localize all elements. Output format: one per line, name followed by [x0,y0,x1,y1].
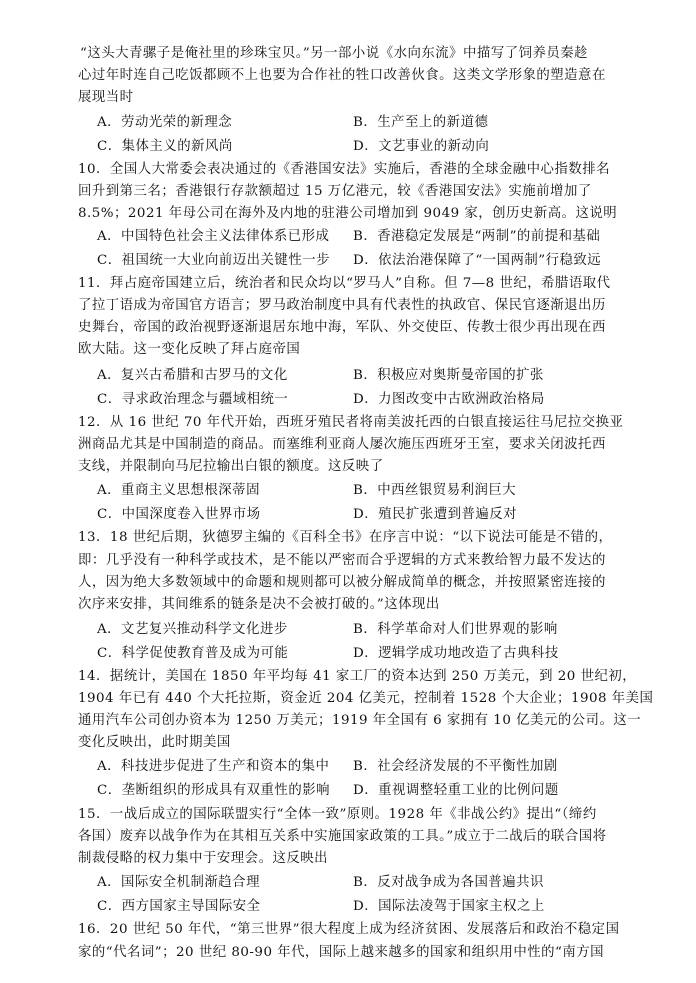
q9-option-d: D．文艺事业的新动向 [353,139,490,154]
q9-option-a: A．劳动光荣的新理念 [97,115,233,130]
q9-stem-line-2: 心过年时连自己吃饭都顾不上也要为合作社的牲口改善伙食。这类文学形象的塑造意在 [78,68,606,83]
q14-stem-line-2: 1904 年已有 440 个大托拉斯，资金近 204 亿美元，控制着 1528 个大企业；1908 年美国 [78,691,654,706]
q15-stem-line-2: 各国）废弃以战争作为在其相互关系中实施国家政策的工具。”成立于二战后的联合国将 [78,829,607,844]
q13-option-d: D．逻辑学成功地改造了古典科技 [353,646,559,661]
q12-stem-line-2: 洲商品尤其是中国制造的商品。而塞维利亚商人屡次施压西班牙王室，要求关闭波托西 [78,437,606,452]
q10-option-d: D．依法治港保障了“一国两制”行稳致远 [353,253,602,268]
q10-stem-line-3: 8.5%；2021 年母公司在海外及内地的驻港公司增加到 9049 家，创历史新高。这说明 [78,206,618,221]
q13-stem-line-3: 人，因为绝大多数领域中的命题和规则都可以被分解成简单的概念，并按照紧密连接的 [78,575,606,590]
q11-stem-line-3: 史舞台，帝国的政治视野逐渐退居东地中海，军队、外交使臣、传教士很少再出现在西 [78,320,606,335]
q15-stem-line-3: 制裁侵略的权力集中于安理会。这反映出 [78,851,329,866]
q13-stem-line-4: 次序来安排，其间维系的链条是决不会被打破的。”这体现出 [78,597,440,612]
q14-option-a: A．科技进步促进了生产和资本的集中 [97,759,330,774]
q13-option-c: C．科学促使教育普及成为可能 [97,646,289,661]
q10-stem-line-2: 回升到第三名；香港银行存款额超过 15 万亿港元，较《香港国安法》实施前增加了 [78,184,592,199]
q10-option-b: B．香港稳定发展是“两制”的前提和基础 [353,229,601,244]
q14-stem-line-4: 变化反映出，此时期美国 [78,735,231,750]
q11-option-b: B．积极应对奥斯曼帝国的扩张 [353,368,544,383]
q13-option-b: B．科学革命对人们世界观的影响 [353,622,558,637]
q12-option-b: B．中西丝银贸易利润巨大 [353,483,517,498]
q15-option-a: A．国际安全机制渐趋合理 [97,875,260,890]
q15-option-b: B．反对战争成为各国普遍共识 [353,875,544,890]
q13-stem-line-1: 13．18 世纪后期，狄德罗主编的《百科全书》在序言中说：“以下说法可能是不错的， [78,530,613,545]
q12-option-a: A．重商主义思想根深蒂固 [97,483,260,498]
q11-option-a: A．复兴古希腊和古罗马的文化 [97,368,288,383]
q9-option-c: C．集体主义的新风尚 [97,139,233,154]
q14-stem-line-1: 14．据统计，美国在 1850 年平均每 41 家工厂的资本达到 250 万美元，到 20 世纪初， [78,669,637,684]
q12-stem-line-1: 12．从 16 世纪 70 年代开始，西班牙殖民者将南美波托西的白银直接运往马尼拉交换亚 [78,415,624,430]
q12-option-d: D．殖民扩张遭到普遍反对 [353,507,518,522]
q9-stem-line-1: “这头大青骡子是俺社里的珍珠宝贝。”另一部小说《水向东流》中描写了饲养员秦趁 [80,46,589,61]
q9-stem-line-3: 展现当时 [78,90,134,105]
q15-stem-line-1: 15．一战后成立的国际联盟实行“全体一致”原则。1928 年《非战公约》提出“（缔约 [78,807,597,822]
q12-option-c: C．中国深度卷入世界市场 [97,507,261,522]
q13-option-a: A．文艺复兴推动科学文化进步 [97,622,288,637]
q14-option-d: D．重视调整轻重工业的比例问题 [353,783,559,798]
q9-option-b: B．生产至上的新道德 [353,115,489,130]
q11-stem-line-1: 11．拜占庭帝国建立后，统治者和民众均以“罗马人”自称。但 7—8 世纪，希腊语取代 [78,276,611,291]
q11-option-c: C．寻求政治理念与疆域相统一 [97,392,289,407]
q11-stem-line-4: 欧大陆。这一变化反映了拜占庭帝国 [78,342,301,357]
q11-option-d: D．力图改变中古欧洲政治格局 [353,392,545,407]
q15-option-c: C．西方国家主导国际安全 [97,899,261,914]
q15-option-d: D．国际法凌驾于国家主权之上 [353,899,545,914]
q13-stem-line-2: 即：几乎没有一种科学或技术，是不能以严密而合乎逻辑的方式来教给智力最不发达的 [78,553,606,568]
q16-stem-line-2: 家的“代名词”；20 世纪 80-90 年代，国际上越来越多的国家和组织用中性的“南方国 [78,945,605,960]
q12-stem-line-3: 支线，并限制向马尼拉输出白银的额度。这反映了 [78,459,384,474]
q10-option-a: A．中国特色社会主义法律体系已形成 [97,229,330,244]
q10-option-c: C．祖国统一大业向前迈出关键性一步 [97,253,330,268]
q14-stem-line-3: 通用汽车公司创办资本为 1250 万美元；1919 年全国有 6 家拥有 10 亿美元的公司。这一 [78,713,642,728]
q16-stem-line-1: 16．20 世纪 50 年代，“第三世界”很大程度上成为经济贫困、发展落后和政治不稳定国 [78,922,620,937]
q11-stem-line-2: 了拉丁语成为帝国官方语言；罗马政治制度中具有代表性的执政官、保民官逐渐退出历 [78,298,606,313]
q14-option-b: B．社会经济发展的不平衡性加剧 [353,759,558,774]
q14-option-c: C．垄断组织的形成具有双重性的影响 [97,783,330,798]
q10-stem-line-1: 10．全国人大常委会表决通过的《香港国安法》实施后，香港的全球金融中心指数排名 [78,162,610,177]
